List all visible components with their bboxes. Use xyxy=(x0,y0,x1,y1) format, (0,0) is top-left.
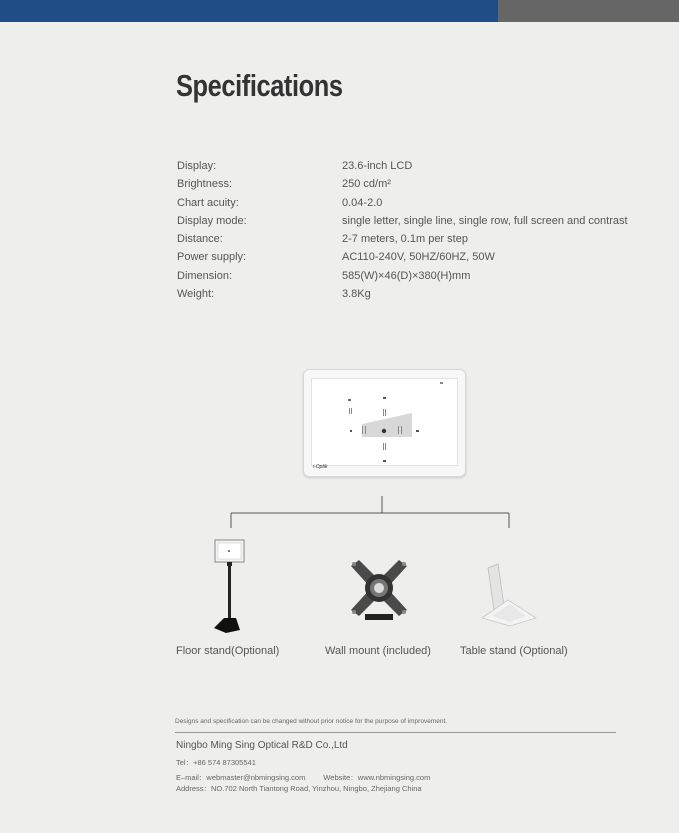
email-web-line xyxy=(176,772,430,783)
spec-value: 585(W)×46(D)×380(H)mm xyxy=(342,269,471,282)
floor-stand-image xyxy=(200,538,260,636)
spec-label: Brightness: xyxy=(177,178,233,191)
spec-value: single letter, single line, single row, full screen and contrast xyxy=(342,214,628,227)
spec-label: Display mode: xyxy=(177,214,247,227)
spec-label: Display: xyxy=(177,160,217,172)
brand-logo: i-Optik xyxy=(313,464,328,470)
spec-label: Power supply: xyxy=(177,251,247,264)
footer-divider xyxy=(175,732,616,733)
spec-value: 0.04-2.0 xyxy=(342,196,383,209)
disclaimer: Designs and specification can be changed without prior notice for the purpose of improvement. xyxy=(175,718,448,725)
website-text: Website：www.nbmingsing.com xyxy=(323,773,431,782)
company-name: Ningbo Ming Sing Optical R&D Co.,Ltd xyxy=(176,740,348,751)
tel-line: Tel：+86 574 87305541 xyxy=(176,758,256,767)
wall-mount-caption: Wall mount (included) xyxy=(325,645,431,657)
spec-value: 23.6-inch LCD xyxy=(342,160,413,172)
spec-value: 2-7 meters, 0.1m per step xyxy=(342,233,468,246)
spec-label: Distance: xyxy=(177,233,223,246)
spec-label: Dimension: xyxy=(177,269,233,282)
spec-value: AC110-240V, 50HZ/60HZ, 50W xyxy=(342,251,495,264)
wall-mount-image xyxy=(345,558,413,622)
spec-value: 3.8Kg xyxy=(342,288,371,301)
spec-label: Weight: xyxy=(177,288,215,301)
table-stand-image xyxy=(478,560,540,628)
spec-label: Chart acuity: xyxy=(177,196,239,209)
floor-stand-caption: Floor stand(Optional) xyxy=(176,645,280,657)
address-line: Address：NO.702 North Tiantong Road, Yinzhou, Ningbo, Zhejiang China xyxy=(176,784,422,793)
email-text: E–mail：webmaster@nbmingsing.com xyxy=(176,773,306,782)
page-title: Specifications xyxy=(176,68,343,103)
spec-value: 250 cd/m² xyxy=(342,178,391,191)
table-stand-caption: Table stand (Optional) xyxy=(460,645,568,657)
